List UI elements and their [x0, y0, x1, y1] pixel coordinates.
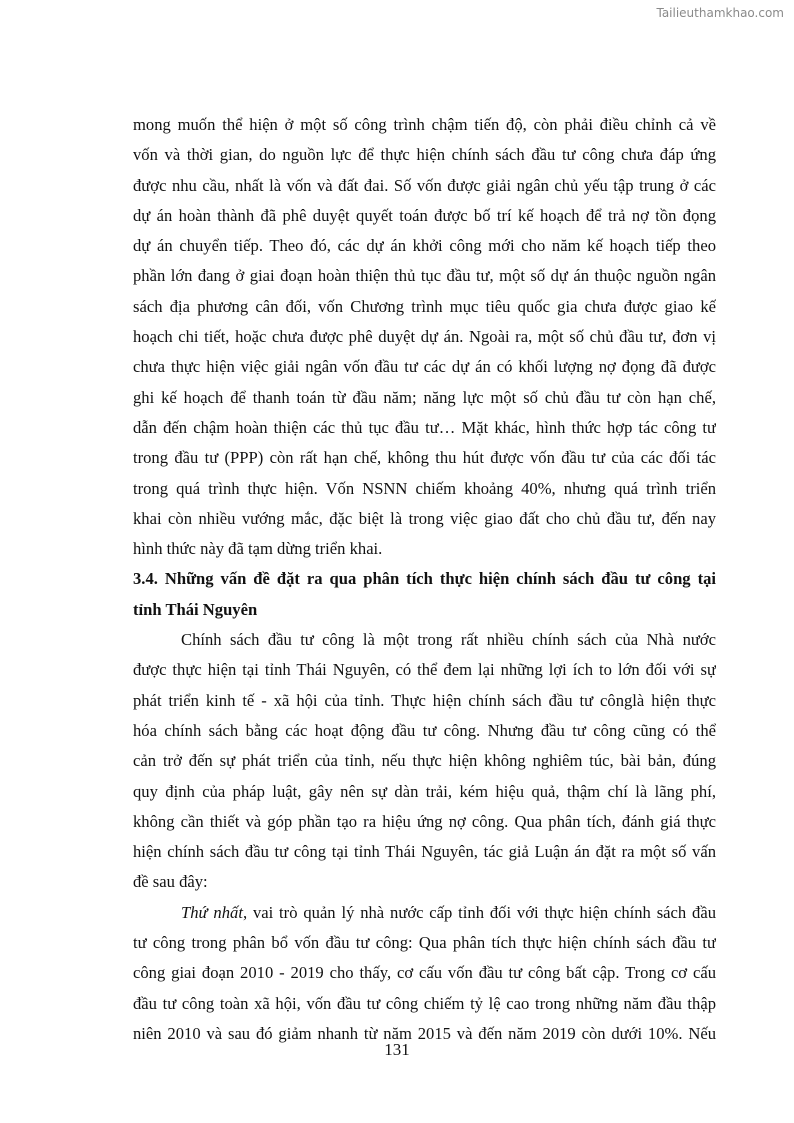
italic-lead: Thứ nhất: [181, 902, 243, 922]
heading-line: 3.4. Những vấn đề đặt ra qua phân tích thực hiện chính sách đầu tư công tại: [133, 569, 716, 589]
text-line: chưa thực hiện việc giải ngân vốn đầu tư các dự án có khối lượng nợ đọng đã được: [133, 357, 716, 377]
text-line: hình thức này đã tạm dừng triển khai.: [133, 539, 383, 559]
text-line: công giai đoạn 2010 - 2019 cho thấy, cơ cấu vốn đầu tư công bất cập. Trong cơ cấu: [133, 963, 716, 983]
text-line: mong muốn thể hiện ở một số công trình chậm tiến độ, còn phải điều chỉnh cả về: [133, 115, 716, 134]
paragraph-3: [133, 898, 716, 1049]
page-number: 131: [384, 1040, 410, 1059]
text-line: dự án chuyển tiếp. Theo đó, các dự án khởi công mới cho năm kế hoạch tiếp theo: [133, 236, 716, 256]
text-line: đầu tư công toàn xã hội, vốn đầu tư công chiếm tỷ lệ cao trong những năm đầu thập: [133, 993, 716, 1013]
text-line: hóa chính sách bằng các hoạt động đầu tư công. Nhưng đầu tư công cũng có thể: [133, 720, 716, 740]
text-line: trong quá trình thực hiện. Vốn NSNN chiếm khoảng 40%, nhưng quá trình triển: [133, 478, 716, 498]
text-line: ghi kế hoạch để thanh toán từ đầu năm; năng lực một số chủ đầu tư còn hạn chế,: [133, 387, 716, 407]
text-line: dẫn đến chậm hoàn thiện các thủ tục đầu tư… Mặt khác, hình thức hợp tác công tư: [133, 417, 716, 437]
text-line: cản trở đến sự phát triển của tỉnh, nếu thực hiện không nghiêm túc, bài bản, đúng: [133, 751, 716, 771]
text-line: sách địa phương cân đối, vốn Chương trình mục tiêu quốc gia chưa được giao kế: [133, 296, 716, 316]
text-line: quy định của pháp luật, gây nên sự dàn trải, kém hiệu quả, thậm chí là lãng phí,: [133, 781, 716, 801]
text-line: Chính sách đầu tư công là một trong rất nhiều chính sách của Nhà nước: [181, 630, 716, 650]
paragraph-1: [133, 110, 716, 564]
paragraph-2: [133, 625, 716, 898]
watermark: Tailieuthamkhao.com: [656, 6, 784, 20]
text-line: phát triển kinh tế - xã hội của tỉnh. Thực hiện chính sách đầu tư cônglà hiện thực: [133, 690, 716, 710]
text-line: trong đầu tư (PPP) còn rất hạn chế, không thu hút được vốn đầu tư của các đối tác: [133, 448, 716, 468]
text-line: hiện chính sách đầu tư công tại tỉnh Thái Nguyên, tác giả Luận án đặt ra một số vấn: [133, 842, 716, 862]
text-line: dự án hoàn thành đã phê duyệt quyết toán được bố trí kế hoạch để trả nợ tồn đọng: [133, 205, 716, 225]
lead-rest: , vai trò quản lý nhà nước cấp tỉnh đối với thực hiện chính sách đầu: [242, 902, 716, 922]
text-line: không cần thiết và góp phần tạo ra hiệu ứng nợ công. Qua phân tích, đánh giá thực: [133, 811, 716, 831]
text-line: được thực hiện tại tỉnh Thái Nguyên, có thể đem lại những lợi ích to lớn đối với sự: [133, 660, 716, 680]
text-line: tư công trong phân bổ vốn đầu tư công: Qua phân tích thực hiện chính sách đầu tư: [133, 933, 716, 953]
text-line: niên 2010 và sau đó giảm nhanh từ năm 2015 và đến năm 2019 còn dưới 10%. Nếu: [133, 1023, 716, 1043]
section-heading: [133, 564, 716, 625]
text-line: đề sau đây:: [133, 872, 208, 892]
text-line: phần lớn đang ở giai đoạn hoàn thiện thủ tục đầu tư, một số dự án thuộc nguồn ngân: [133, 266, 716, 286]
text-line: vốn và thời gian, do nguồn lực để thực hiện chính sách đầu tư công chưa đáp ứng: [133, 145, 716, 165]
text-line: được nhu cầu, nhất là vốn và đất đai. Số vốn được giải ngân chủ yếu tập trung ở các: [133, 175, 716, 195]
text-line: khai còn nhiều vướng mắc, đặc biệt là trong việc giao đất cho chủ đầu tư, đến nay: [133, 508, 716, 528]
heading-line: tỉnh Thái Nguyên: [133, 599, 258, 619]
body-text: [133, 110, 716, 1049]
text-line: [133, 898, 716, 928]
text-line: hoạch chi tiết, hoặc chưa được phê duyệt dự án. Ngoài ra, một số chủ đầu tư, đơn vị: [133, 327, 716, 347]
